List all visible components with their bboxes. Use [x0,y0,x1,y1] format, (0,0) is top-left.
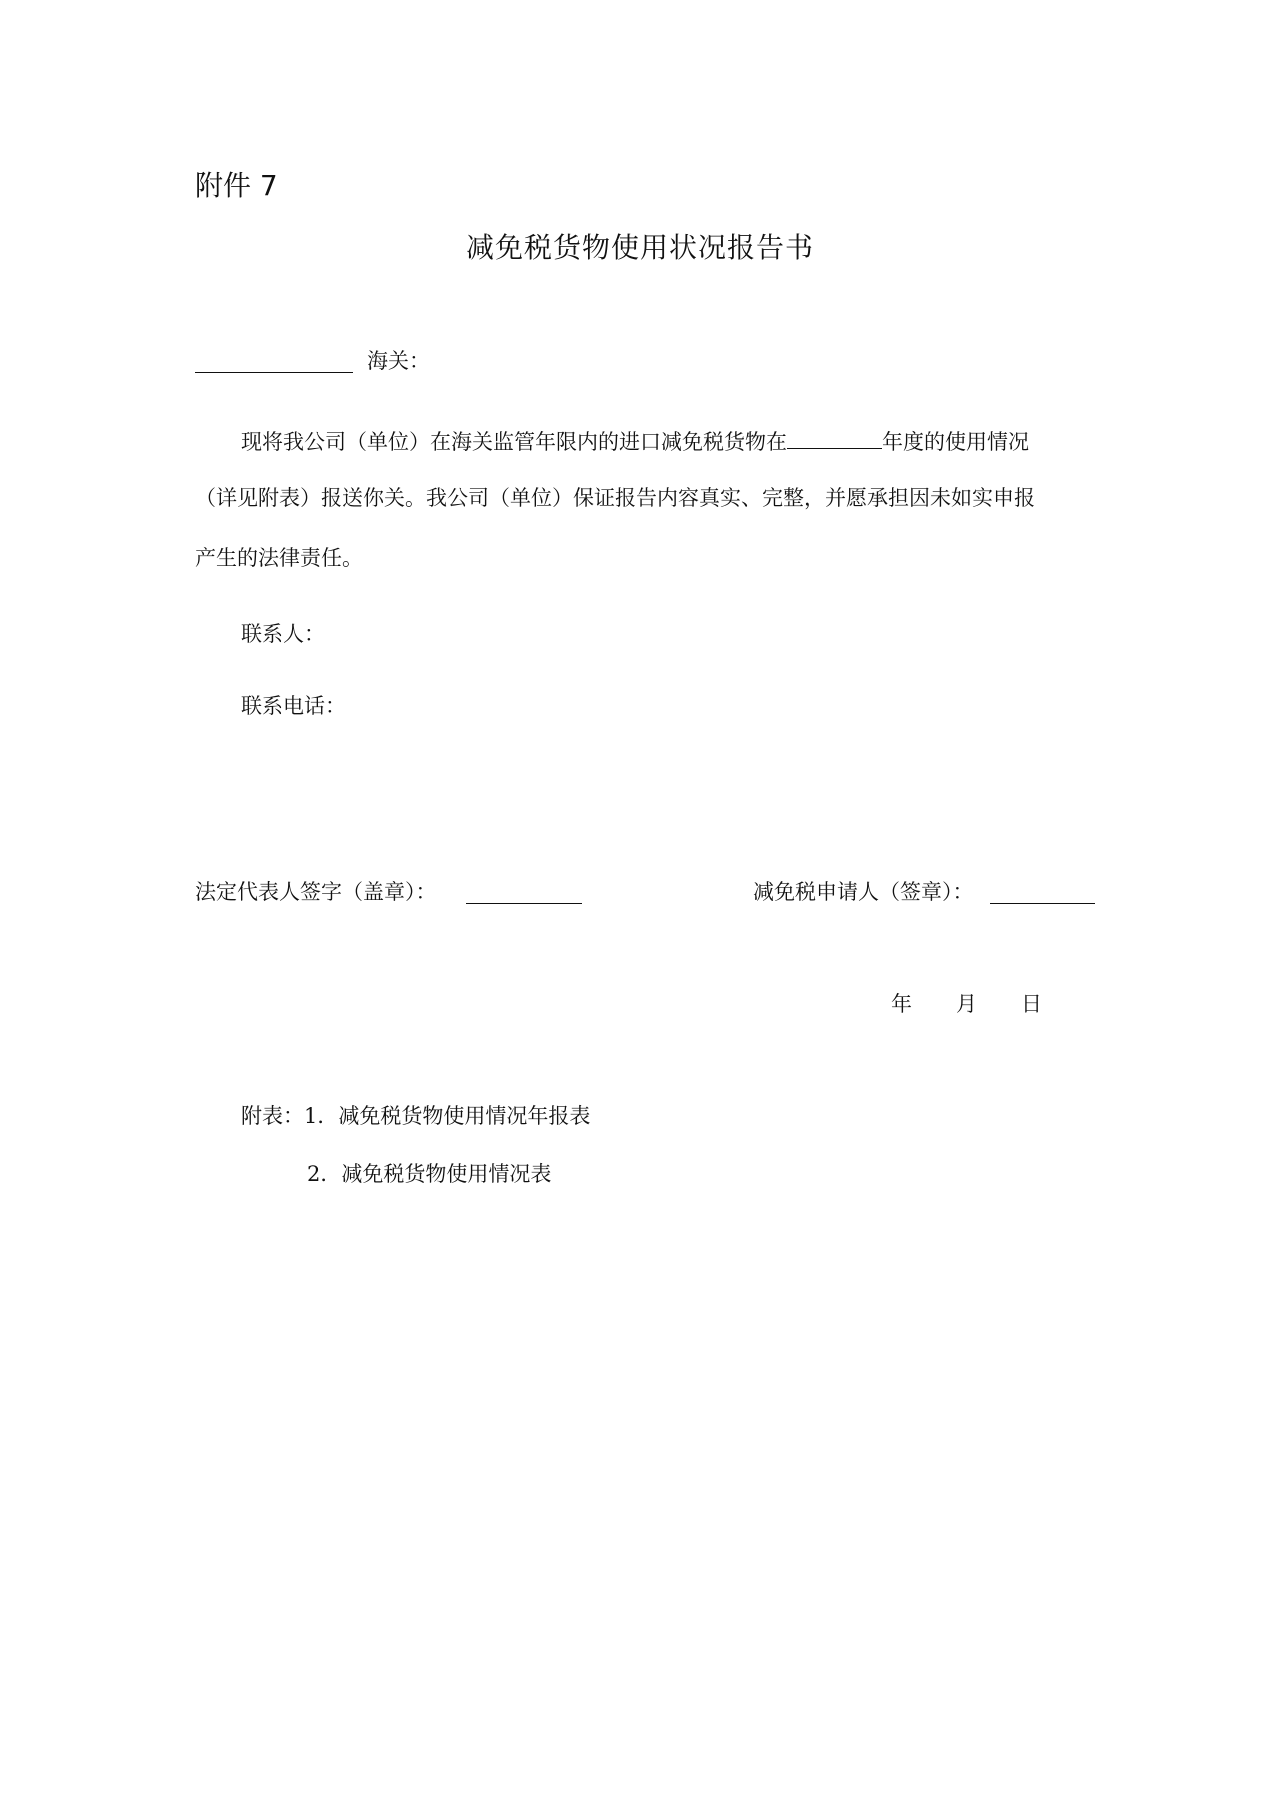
customs-label: 海关： [367,349,430,373]
contact-person-label: 联系人： [241,622,325,646]
applicant-signature-blank[interactable] [990,883,1095,904]
body-line-1-before-blank: 现将我公司（单位）在海关监管年限内的进口减免税货物在 [241,430,787,454]
date-line [891,994,1042,1015]
body-line-2: （详见附表）报送你关。我公司（单位）保证报告内容真实、完整，并愿承担因未如实申报 [195,486,1035,510]
contact-phone-label: 联系电话： [241,694,346,718]
customs-name-blank[interactable] [195,352,353,373]
body-line-3: 产生的法律责任。 [195,546,363,570]
date-day: 日 [1021,992,1042,1016]
applicant-signature-label: 减免税申请人（签章）： [753,880,974,904]
legal-rep-signature-label: 法定代表人签字（盖章）： [195,880,437,904]
attachment-label: 附件 7 [195,169,278,202]
date-month: 月 [956,992,977,1016]
year-blank[interactable] [787,428,882,449]
body-line-1-after-blank: 年度的使用情况 [882,430,1029,454]
document-title: 减免税货物使用状况报告书 [465,231,814,264]
body-line-1 [241,428,1029,453]
appendix-item-2: 2．减免税货物使用情况表 [307,1162,552,1186]
legal-rep-signature-blank[interactable] [466,883,582,904]
date-year: 年 [891,992,912,1016]
appendix-item-1: 附表：1．减免税货物使用情况年报表 [241,1104,591,1128]
